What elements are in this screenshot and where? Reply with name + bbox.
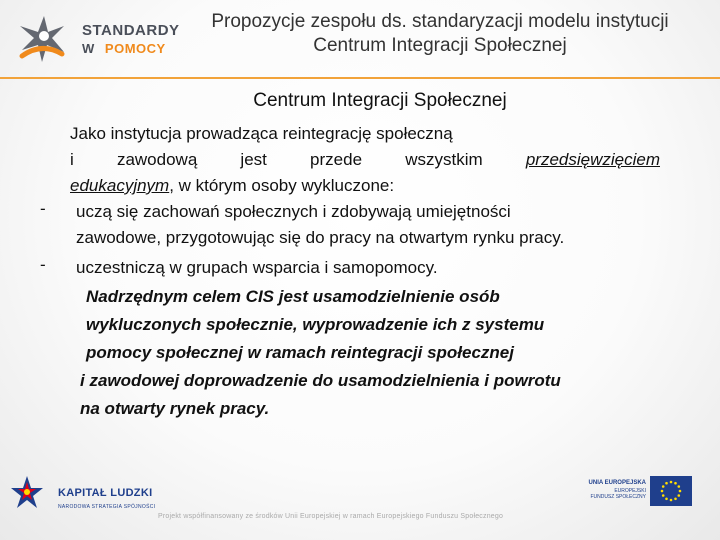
bullet-item-1 bbox=[76, 199, 666, 251]
header-divider bbox=[0, 77, 720, 79]
star-person-logo-icon bbox=[14, 12, 74, 66]
emphasis-paragraph bbox=[80, 283, 680, 423]
intro-line3-text: , w którym osoby wykluczone: bbox=[169, 176, 395, 195]
slide-header bbox=[0, 0, 720, 78]
standardy-w-pomocy-logo bbox=[14, 12, 180, 66]
header-title-line1: Propozycje zespołu ds. standaryzacji modelu instytucji bbox=[211, 11, 669, 32]
eu-label-fund2: FUNDUSZ SPOŁECZNY bbox=[590, 494, 646, 500]
bullet-marker-1: - bbox=[40, 199, 46, 218]
intro-line3 bbox=[70, 173, 660, 199]
eu-flag-icon bbox=[650, 476, 692, 506]
intro-line2-underlined: przedsięwzięciem bbox=[525, 150, 660, 169]
intro-line2 bbox=[70, 147, 660, 173]
slide-title: Centrum Integracji Społecznej bbox=[253, 90, 507, 111]
eu-label-union: UNIA EUROPEJSKA bbox=[588, 480, 646, 486]
header-title-line2: Centrum Integracji Społecznej bbox=[313, 35, 567, 56]
intro-paragraph bbox=[70, 121, 660, 199]
intro-line1: Jako instytucja prowadząca reintegrację społeczną bbox=[70, 124, 453, 143]
emphasis-line2: wykluczonych społecznie, wyprowadzenie ich z systemu bbox=[86, 315, 545, 334]
eu-label-fund1: EUROPEJSKI bbox=[614, 488, 646, 494]
header-title bbox=[170, 10, 710, 58]
intro-line3-underlined: edukacyjnym bbox=[70, 176, 170, 195]
kapital-ludzki-logo bbox=[10, 474, 170, 514]
emphasis-line3: pomocy społecznej w ramach reintegracji społecznej bbox=[86, 343, 514, 362]
kapital-ludzki-subtitle: NARODOWA STRATEGIA SPÓJNOŚCI bbox=[58, 504, 156, 510]
bullet-item-2 bbox=[76, 255, 666, 281]
bullet-2-line1: uczestniczą w grupach wsparcia i samopomocy. bbox=[76, 258, 438, 277]
emphasis-line5: na otwarty rynek pracy. bbox=[80, 399, 270, 418]
slide-footer bbox=[0, 466, 720, 540]
logo-text-w-pomocy bbox=[82, 41, 166, 56]
logo-text-w: W bbox=[82, 41, 95, 56]
bullet-marker-2: - bbox=[40, 255, 46, 274]
kapital-ludzki-star-icon bbox=[10, 474, 44, 514]
emphasis-line1: Nadrzędnym celem CIS jest usamodzielnienie osób bbox=[86, 287, 500, 306]
kapital-ludzki-title: KAPITAŁ LUDZKI bbox=[58, 487, 153, 499]
bullet-1-line2: zawodowe, przygotowując się do pracy na otwartym rynku pracy. bbox=[76, 228, 565, 247]
logo-text-standardy: STANDARDY bbox=[82, 22, 180, 39]
intro-line2-text: i zawodową jest przede wszystkim bbox=[70, 150, 483, 169]
bullet-1-line1: uczą się zachowań społecznych i zdobywają umiejętności bbox=[76, 202, 511, 221]
emphasis-line4: i zawodowej doprowadzenie do usamodzielnienia i powrotu bbox=[80, 371, 561, 390]
cofinancing-note: Projekt współfinansowany ze środków Unii Europejskiej w ramach Europejskiego Funduszu Społecznego bbox=[158, 513, 504, 520]
logo-text-pomocy: POMOCY bbox=[104, 41, 166, 56]
